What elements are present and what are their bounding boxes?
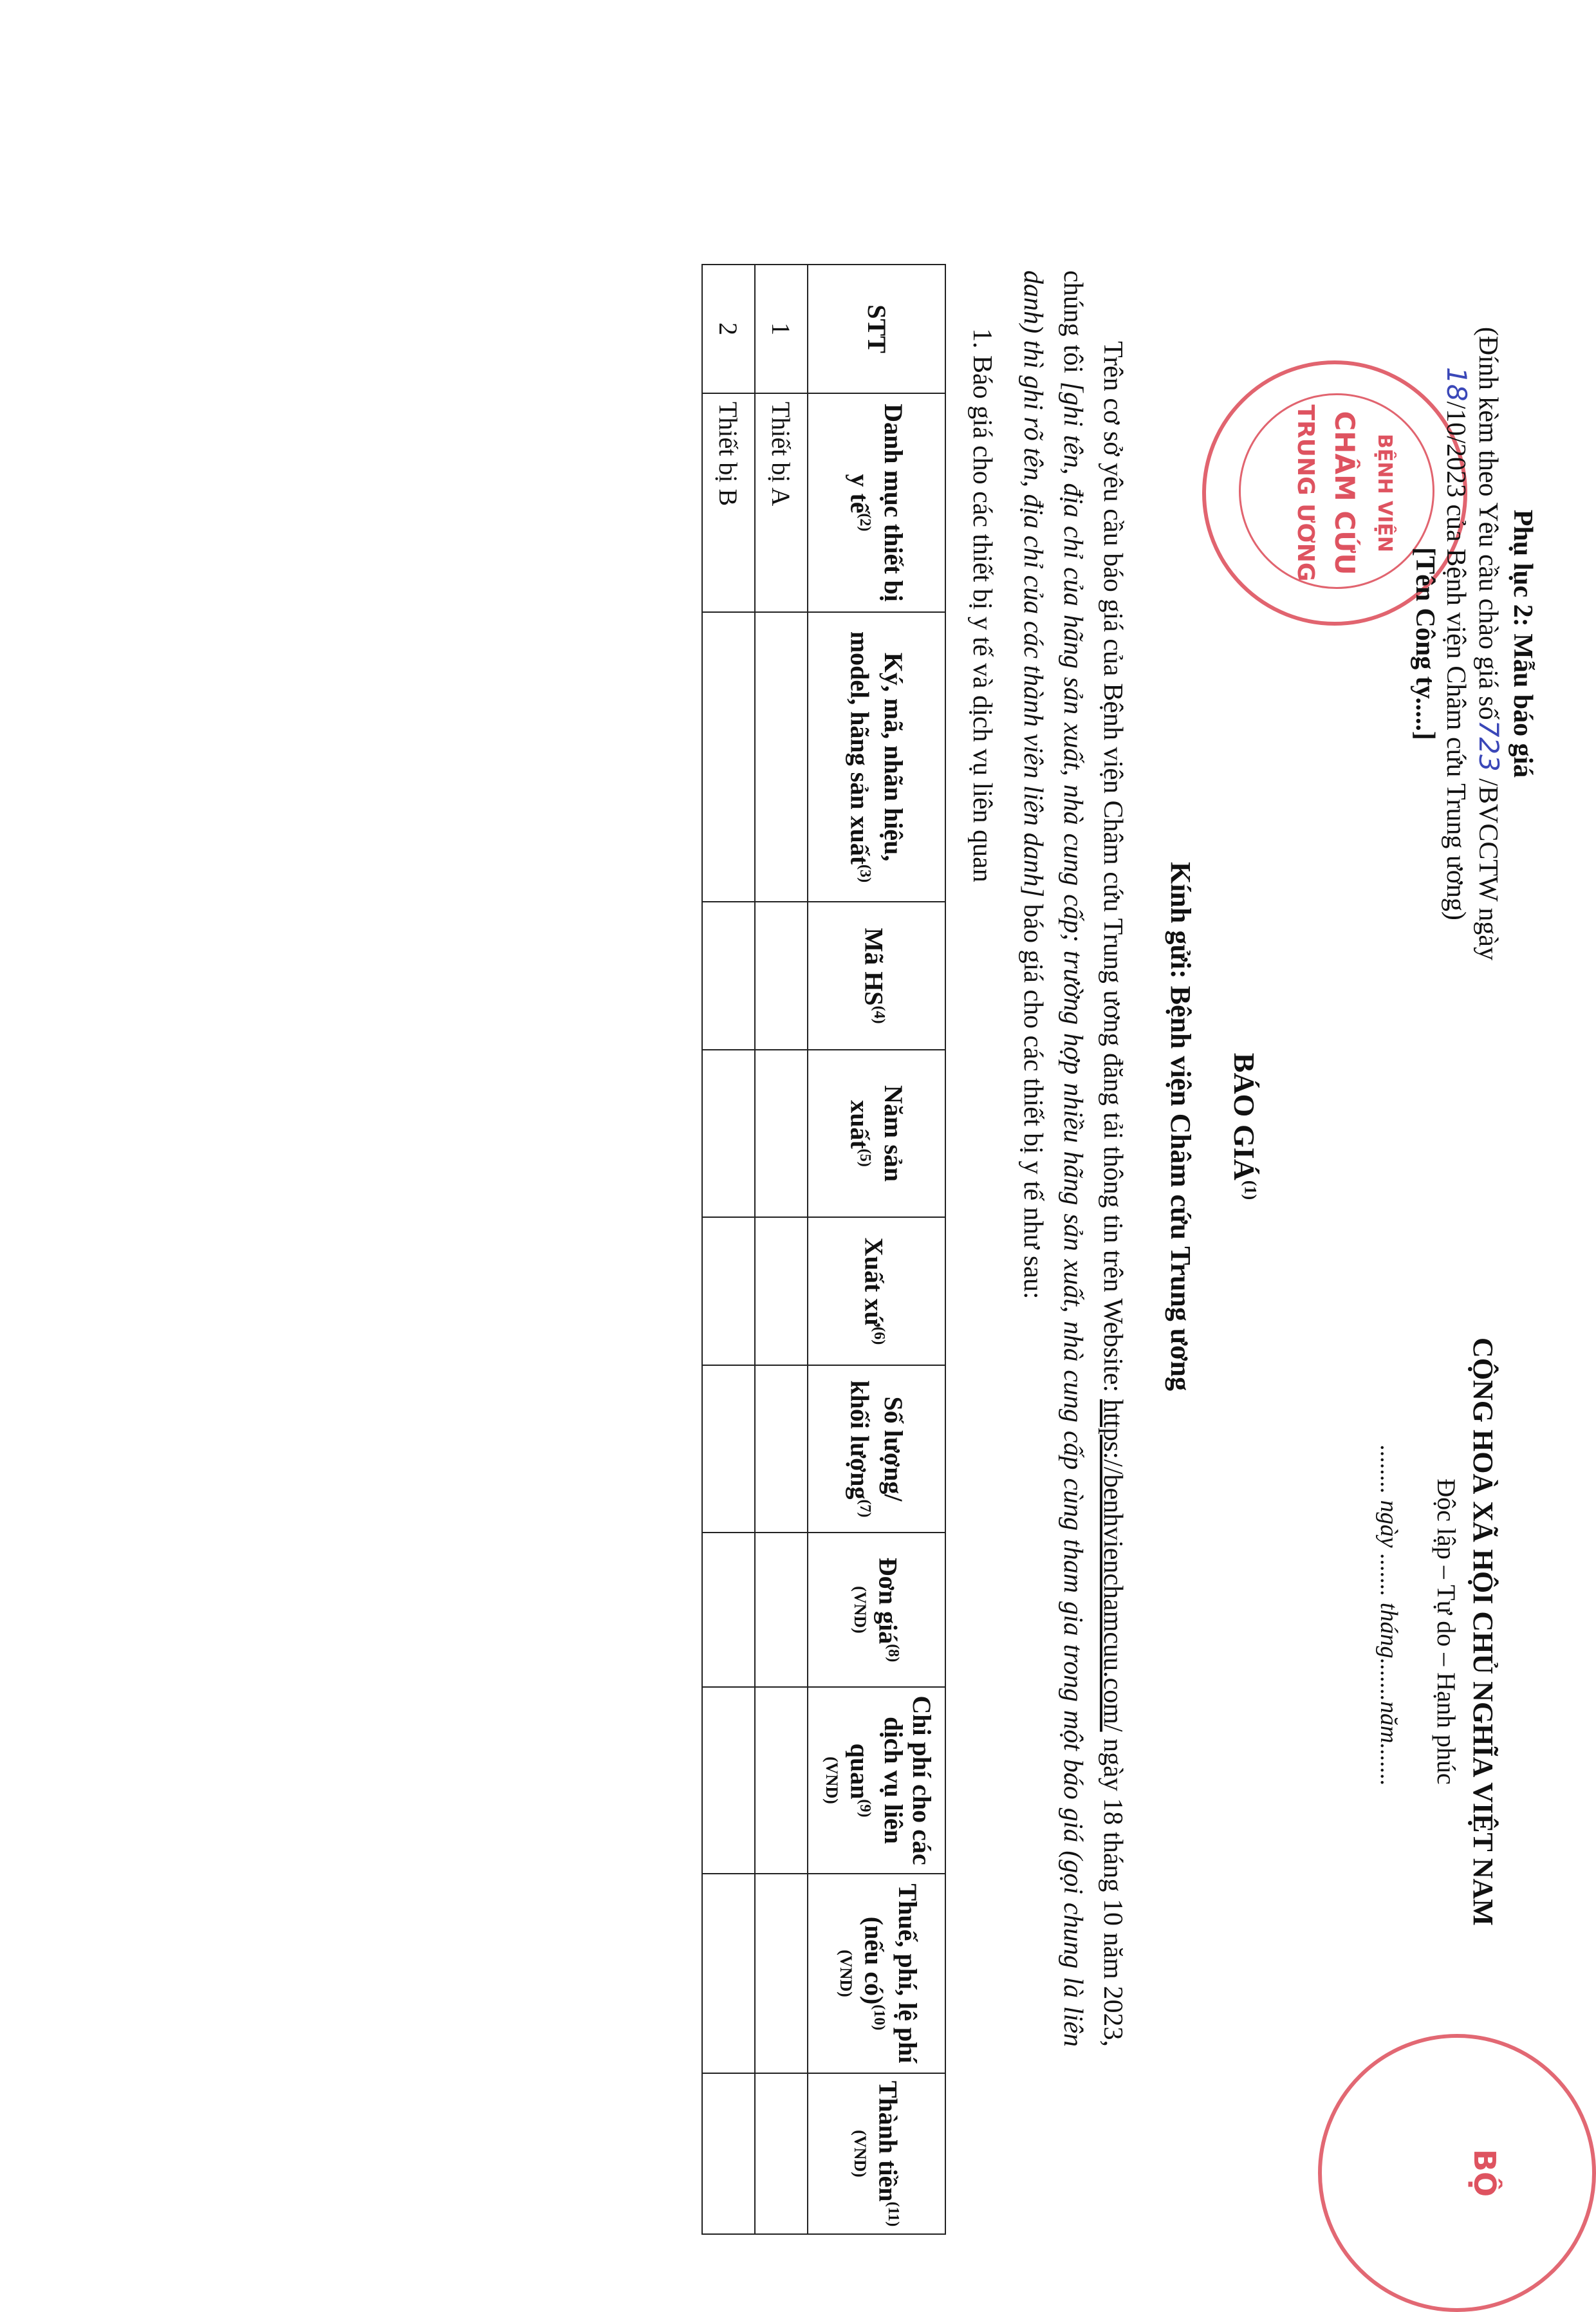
cell-empty <box>702 2073 755 2234</box>
th-tax-label: Thuế, phí, lệ phí (nếu có) <box>859 1883 922 2064</box>
th-price-label: Đơn giá <box>873 1557 903 1645</box>
appendix-title: Phụ lục 2: Mẫu báo giá <box>1508 509 1537 778</box>
cell-item: Thiết bị B <box>702 393 755 612</box>
table-row <box>702 265 755 2234</box>
ref-text-a: (Đính kèm theo Yêu cầu chào giá số <box>1473 326 1503 720</box>
national-title: CỘNG HOÀ XÃ HỘI CHỦ NGHĨA VIỆT NAM <box>1467 1338 1499 1926</box>
cell-empty <box>702 612 755 902</box>
th-hs-code <box>808 902 945 1050</box>
table-row <box>755 265 808 2234</box>
th-stt-label: STT <box>862 304 891 353</box>
para-text-b: ngày 18 tháng 10 năm 2023, chúng tôi <box>1058 270 1127 2047</box>
th-origin-label: Xuất xứ <box>859 1237 889 1327</box>
cell-item: Thiết bị A <box>755 393 808 612</box>
th-total-unit: (VND) <box>850 2130 869 2177</box>
title-text: BÁO GIÁ <box>1228 1052 1261 1180</box>
th-year-label: Năm sản xuất <box>845 1085 908 1182</box>
cell-empty <box>702 1365 755 1533</box>
th-hs-note: (4) <box>871 1005 887 1024</box>
th-quantity <box>808 1365 945 1533</box>
date-line: ........ ngày ....... tháng.......năm....... <box>1375 1445 1402 1786</box>
national-header <box>1431 1159 1499 2105</box>
th-quantity-note: (7) <box>857 1499 873 1518</box>
cell-empty <box>755 612 808 902</box>
th-stt <box>808 265 945 393</box>
table-header-row <box>808 265 945 2234</box>
para-text-c: báo giá cho các thiết bị y tế như sau: <box>1018 897 1048 1300</box>
th-quantity-label: Số lượng/ khối lượng <box>845 1380 908 1502</box>
ref-day-handwritten: 18 <box>1441 367 1472 402</box>
th-year <box>808 1050 945 1217</box>
cell-empty <box>755 902 808 1050</box>
th-total <box>808 2073 945 2234</box>
website-link[interactable]: https://benhvienchamcuu.com/ <box>1098 1399 1127 1732</box>
stamp-bottom-text: TRUNG ƯƠNG <box>1292 404 1319 582</box>
th-origin <box>808 1217 945 1365</box>
appendix-header <box>1409 193 1538 1094</box>
th-model-note: (3) <box>857 864 873 883</box>
th-model <box>808 612 945 902</box>
cell-empty <box>702 1874 755 2073</box>
cell-empty <box>755 1874 808 2073</box>
ref-number-handwritten: 723 <box>1473 720 1505 772</box>
cell-empty <box>755 1533 808 1687</box>
th-tax <box>808 1874 945 2073</box>
cell-empty <box>755 1050 808 1217</box>
th-unit-price <box>808 1533 945 1687</box>
th-service-label: Chi phí cho các dịch vụ liên quan <box>845 1695 936 1865</box>
th-model-label: Ký, mã, nhãn hiệu, model, hãng sản xuất <box>845 631 908 865</box>
document-title <box>1227 901 1261 1352</box>
th-total-label: Thành tiền <box>873 2080 903 2202</box>
para-text-a: Trên cơ sở yêu cầu báo giá của Bệnh viện Châm cứu Trung ương đăng tải thông tin trên Website: <box>1098 341 1127 1399</box>
cell-empty <box>755 1365 808 1533</box>
th-service-cost <box>808 1687 945 1874</box>
appendix-ref-line1 <box>1472 193 1505 1094</box>
appendix-ref-line2 <box>1440 193 1472 1094</box>
th-total-note: (11) <box>885 2201 902 2227</box>
th-service-note: (9) <box>857 1799 873 1818</box>
cell-empty <box>702 902 755 1050</box>
th-service-unit: (VND) <box>822 1757 841 1804</box>
th-year-note: (5) <box>857 1148 873 1167</box>
th-tax-note: (10) <box>871 2004 887 2031</box>
intro-paragraph <box>1013 270 1133 2047</box>
th-device-note: (2) <box>857 513 873 532</box>
stamp-top-text: BỆNH VIỆN <box>1373 434 1396 552</box>
section-1-heading: 1. Báo giá cho các thiết bị y tế và dịch vụ liên quan <box>967 328 997 882</box>
th-device-label: Danh mục thiết bị y tế <box>845 404 908 602</box>
title-note: (1) <box>1241 1180 1260 1200</box>
cell-empty <box>755 2073 808 2234</box>
quote-table <box>701 264 946 2235</box>
recipient-line: Kính gửi: Bệnh viện Châm cứu Trung ương <box>1165 861 1196 1391</box>
corner-stamp-text: BỘ <box>1467 2149 1502 2197</box>
para-italic-note: [ghi tên, địa chỉ của hãng sản xuất, nhà cung cấp; trường hợp nhiều hãng sản xuất, nhà cung cấp cùng tham gia trong một báo giá (gọi chung là liên danh) thì ghi rõ tên, địa chỉ của các thành viên liên danh] <box>1018 270 1088 2047</box>
company-placeholder: [Tên Công ty.....] <box>1410 547 1440 740</box>
stamp-middle-text: CHÂM CỨU <box>1329 411 1360 575</box>
national-motto: Độc lập – Tự do – Hạnh phúc <box>1432 1478 1461 1785</box>
cell-empty <box>702 1687 755 1874</box>
th-price-unit: (VND) <box>850 1586 869 1634</box>
cell-stt: 2 <box>702 265 755 393</box>
th-tax-unit: (VND) <box>836 1950 855 1997</box>
cell-empty <box>702 1217 755 1365</box>
th-origin-note: (6) <box>871 1327 887 1345</box>
th-device-list <box>808 393 945 612</box>
ref-text-b: /BVCCTW ngày <box>1473 778 1503 961</box>
th-price-note: (8) <box>885 1644 902 1663</box>
cell-stt: 1 <box>755 265 808 393</box>
cell-empty <box>702 1050 755 1217</box>
cell-empty <box>755 1687 808 1874</box>
cell-empty <box>755 1217 808 1365</box>
cell-empty <box>702 1533 755 1687</box>
th-hs-label: Mã HS <box>859 928 889 1006</box>
ref-text-c: /10/2023 của Bệnh viện Châm cứu Trung ương) <box>1441 401 1471 920</box>
